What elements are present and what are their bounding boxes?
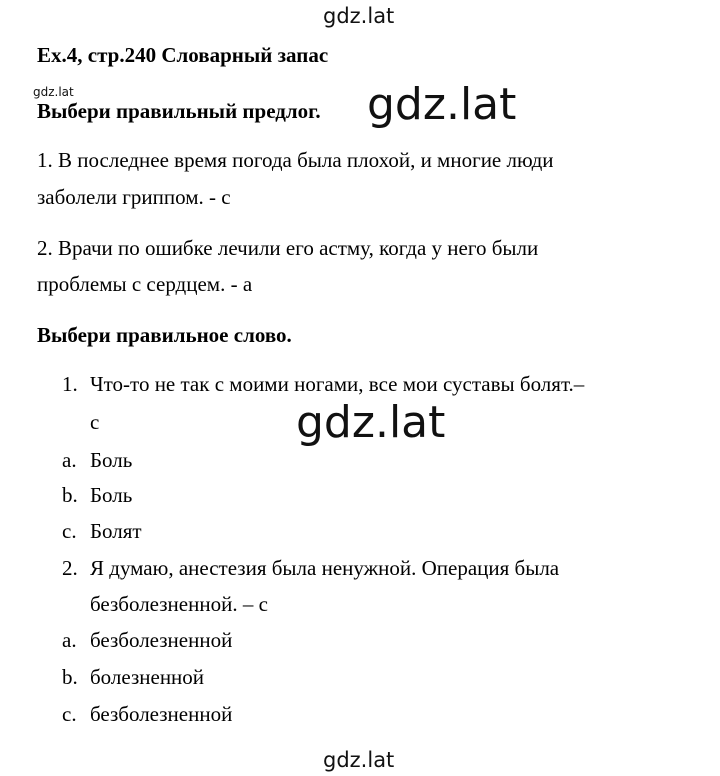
question-2-answer: безболезненной. – с <box>90 592 268 616</box>
question-1-option-c-letter: c. <box>62 519 77 543</box>
question-1-option-b-letter: b. <box>62 483 78 507</box>
exercise-title: Ex.4, стр.240 Словарный запас <box>37 43 329 67</box>
question-1-number: 1. <box>62 372 78 396</box>
watermark-top: gdz.lat <box>323 4 395 28</box>
question-1-answer: с <box>90 410 100 434</box>
question-1-option-a-letter: a. <box>62 448 77 472</box>
question-2-option-a-text: безболезненной <box>90 628 233 652</box>
question-2-option-a-letter: a. <box>62 628 77 652</box>
section-1-item-2-line-1: 2. Врачи по ошибке лечили его астму, когда у него были <box>37 236 539 260</box>
section-1-item-2-line-2: проблемы с сердцем. - а <box>37 272 253 296</box>
section-1-item-1-line-2: заболели гриппом. - с <box>37 185 231 209</box>
watermark-large-1: gdz.lat <box>367 79 517 130</box>
question-2-number: 2. <box>62 556 78 580</box>
question-1-line-1: Что-то не так с моими ногами, все мои суставы болят.– <box>90 372 585 396</box>
question-2-option-c-text: безболезненной <box>90 702 233 726</box>
question-1-option-a-text: Боль <box>90 448 133 472</box>
section-2-heading: Выбери правильное слово. <box>37 323 292 347</box>
question-2-line-1: Я думаю, анестезия была ненужной. Операция была <box>90 556 560 580</box>
watermark-bottom: gdz.lat <box>323 748 395 772</box>
section-1-heading: Выбери правильный предлог. <box>37 99 321 123</box>
question-1-option-c-text: Болят <box>90 519 142 543</box>
question-2-option-b-text: болезненной <box>90 665 205 689</box>
section-1-item-1-line-1: 1. В последнее время погода была плохой, и многие люди <box>37 148 554 172</box>
watermark-large-2: gdz.lat <box>296 397 446 448</box>
question-1-option-b-text: Боль <box>90 483 133 507</box>
question-2-option-c-letter: c. <box>62 702 77 726</box>
watermark-small: gdz.lat <box>33 85 74 99</box>
question-2-option-b-letter: b. <box>62 665 78 689</box>
